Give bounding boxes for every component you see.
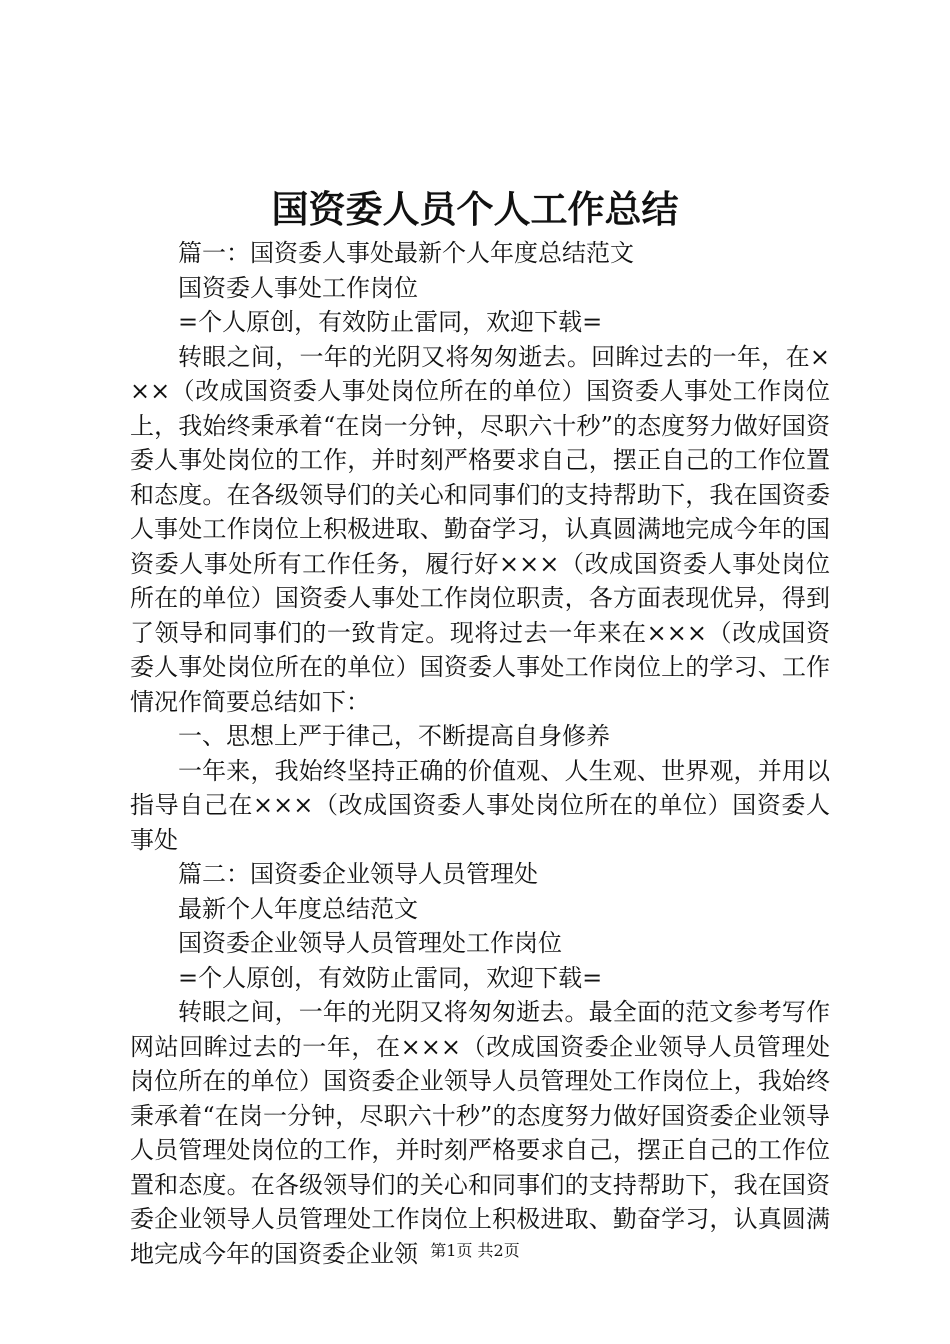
paragraph: 转眼之间，一年的光阴又将匆匆逝去。最全面的范文参考写作网站回眸过去的一年，在×××（改成国资委企业领导人员管理处岗位所在的单位）国资委企业领导人员管理处工作岗位上，我始终秉承着“在岗一分钟，尽职六十秒”的态度努力做好国资委企业领导人员管理处岗位的工作，并时刻严格要求自己，摆正自己的工作位置和态度。在各级领导们的关心和同事们的支持帮助下，我在国资委企业领导人员管理处工作岗位上积极进取、勤奋学习，认真圆满地完成今年的国资委企业领 (130, 998, 830, 1268)
paragraph: 一、思想上严于律己，不断提高自身修养 (178, 722, 610, 750)
paragraph: =个人原创，有效防止雷同，欢迎下载= (178, 308, 603, 336)
paragraph: 篇一：国资委人事处最新个人年度总结范文 (178, 239, 634, 267)
paragraph: 篇二：国资委企业领导人员管理处 (178, 860, 538, 888)
page-title: 国资委人员个人工作总结 (271, 187, 679, 231)
paragraph: 转眼之间，一年的光阴又将匆匆逝去。回眸过去的一年，在×××（改成国资委人事处岗位所在的单位）国资委人事处工作岗位上，我始终秉承着“在岗一分钟，尽职六十秒”的态度努力做好国资委人事处岗位的工作，并时刻严格要求自己，摆正自己的工作位置和态度。在各级领导们的关心和同事们的支持帮助下，我在国资委人事处工作岗位上积极进取、勤奋学习，认真圆满地完成今年的国资委人事处所有工作任务，履行好×××（改成国资委人事处岗位所在的单位）国资委人事处工作岗位职责，各方面表现优异，得到了领导和同事们的一致肯定。现将过去一年来在×××（改成国资委人事处岗位所在的单位）国资委人事处工作岗位上的学习、工作情况作简要总结如下： (130, 342, 830, 716)
paragraph: 最新个人年度总结范文 (178, 894, 418, 923)
paragraph: 国资委人事处工作岗位 (178, 273, 418, 302)
page-footer: 第1页 共2页 (430, 1241, 520, 1260)
paragraph: 国资委企业领导人员管理处工作岗位 (178, 929, 562, 957)
paragraph: 一年来，我始终坚持正确的价值观、人生观、世界观，并用以指导自己在×××（改成国资委人事处岗位所在的单位）国资委人事处 (130, 756, 830, 854)
document-body (130, 236, 830, 1271)
paragraph: =个人原创，有效防止雷同，欢迎下载= (178, 963, 603, 992)
